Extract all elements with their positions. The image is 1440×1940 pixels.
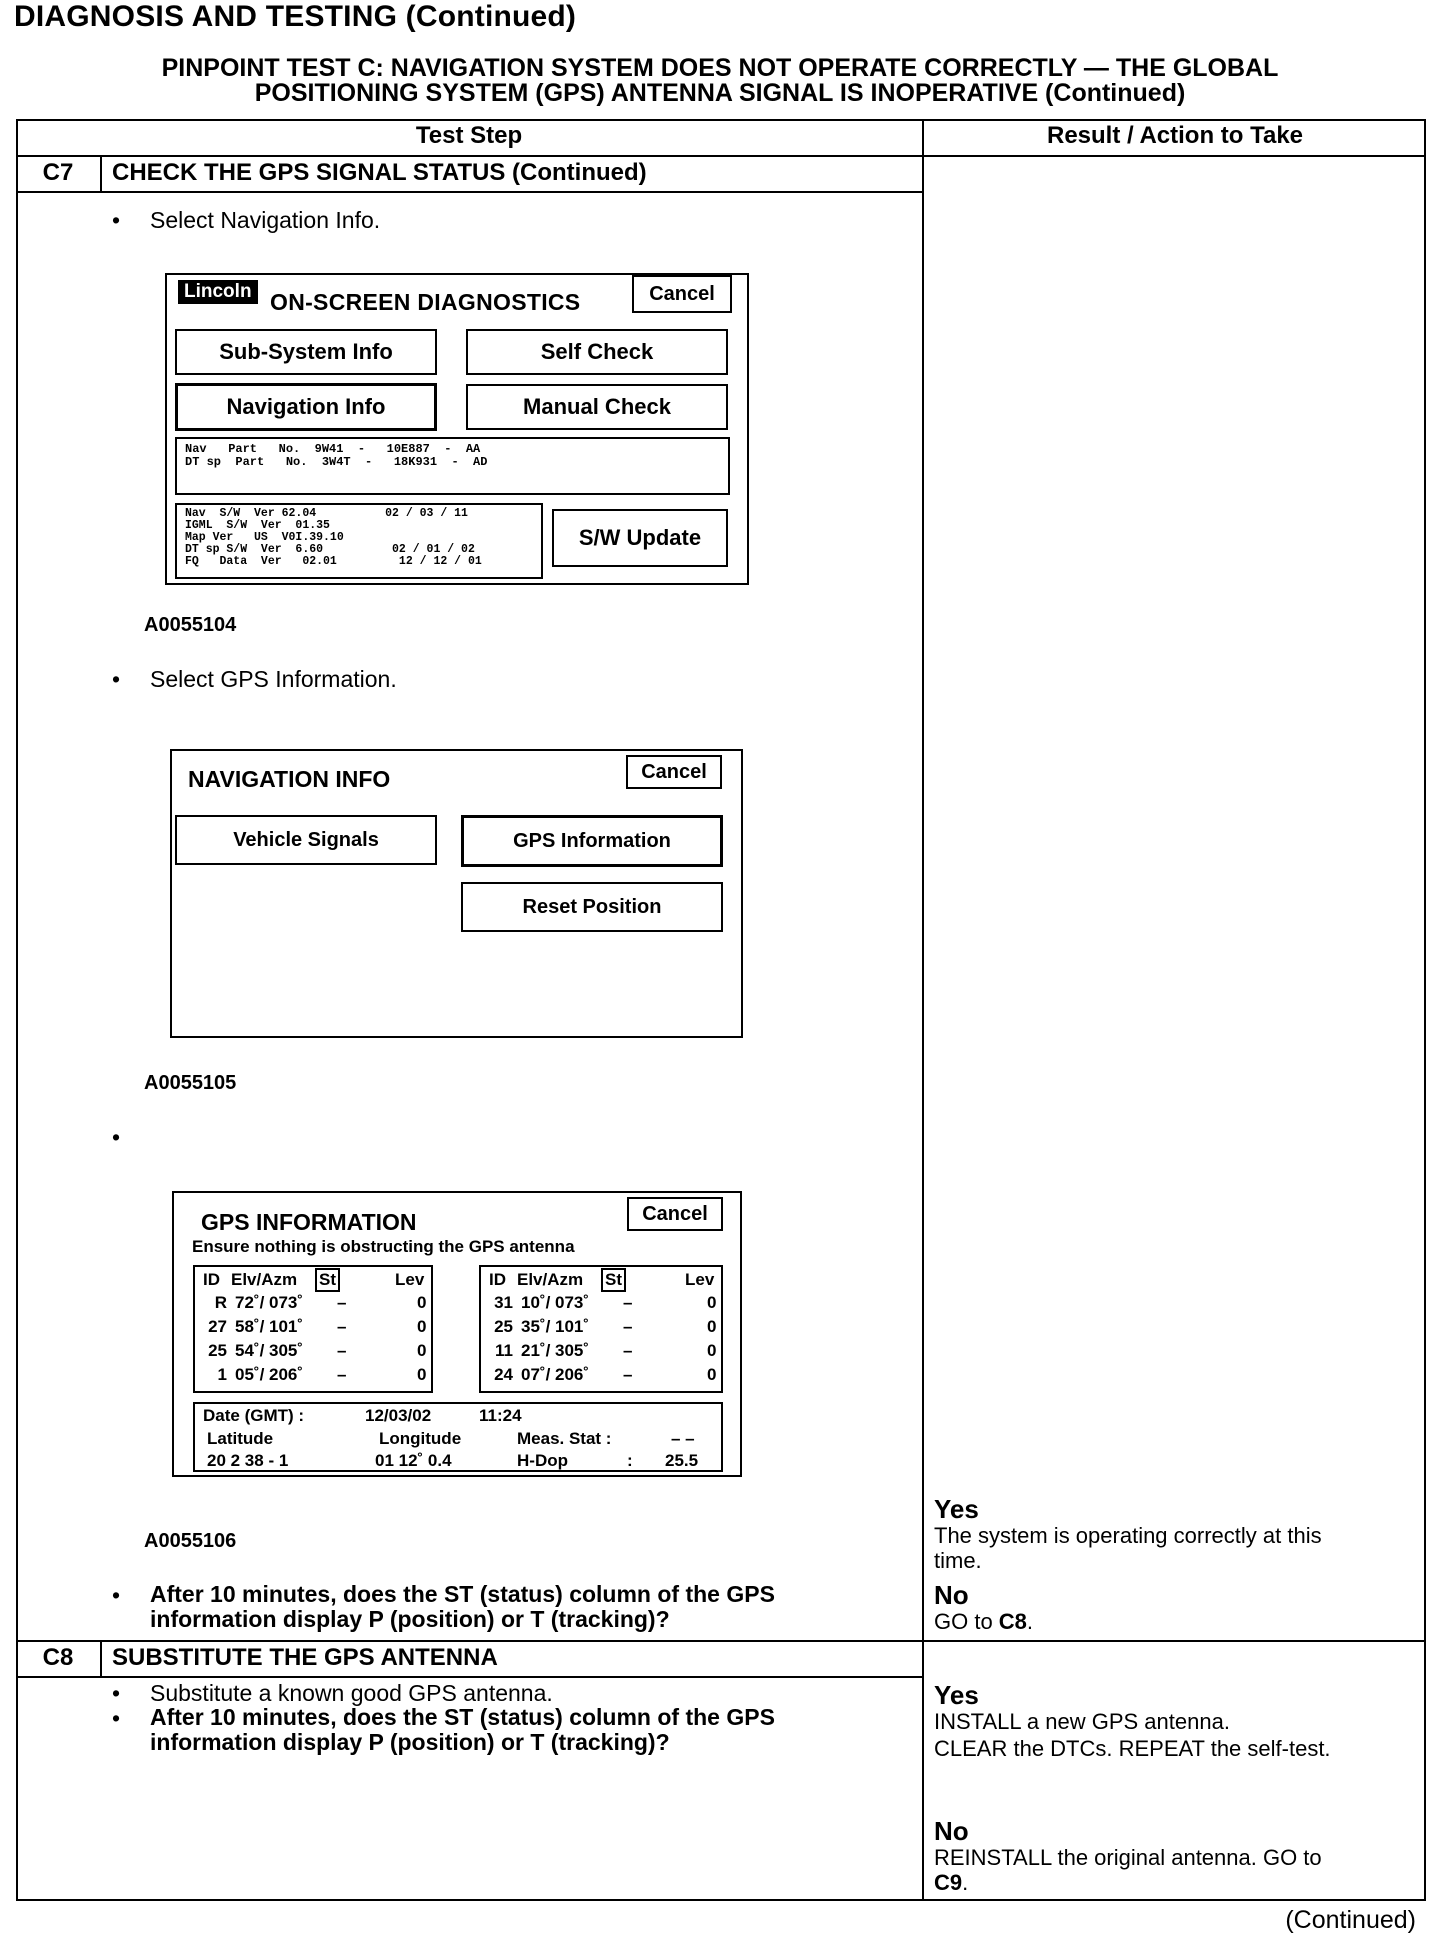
sat-elv-azm: 72˚/ 073˚ [235, 1293, 304, 1312]
sat-id: 11 [495, 1341, 513, 1360]
map-version: Map Ver US V0I.39.10 [185, 531, 344, 544]
sat-status: – [623, 1341, 633, 1360]
page-title: DIAGNOSIS AND TESTING (Continued) [14, 0, 577, 33]
sub-system-info-button[interactable]: Sub-System Info [175, 329, 437, 375]
sat-level: 0 [417, 1293, 427, 1312]
bullet-dot: • [112, 1124, 121, 1150]
col-header-result: Result / Action to Take [1046, 122, 1304, 149]
navigation-info-figure [170, 749, 743, 1038]
hdop-value: 25.5 [665, 1451, 699, 1470]
c8-yes-text-line1: INSTALL a new GPS antenna. [934, 1709, 1230, 1734]
c7-c8-divider [16, 1640, 1426, 1642]
navigation-info-title: NAVIGATION INFO [188, 766, 391, 792]
hdop-label: H-Dop [517, 1451, 568, 1470]
date-position-panel [193, 1402, 723, 1472]
step-title-c7: CHECK THE GPS SIGNAL STATUS (Continued) [112, 159, 647, 186]
reset-position-button[interactable]: Reset Position [461, 882, 723, 932]
sat-status: – [623, 1365, 633, 1384]
bullet-dot: • [112, 666, 121, 692]
bullet-dot: • [112, 1680, 121, 1706]
col-elv-azm: Elv/Azm [517, 1270, 584, 1289]
c8-no-text-suffix: . [962, 1870, 969, 1895]
pinpoint-subtitle-line2: POSITIONING SYSTEM (GPS) ANTENNA SIGNAL IS INOPERATIVE (Continued) [254, 79, 1186, 107]
c8-yes-label: Yes [934, 1680, 979, 1710]
sat-status: – [337, 1365, 347, 1384]
sat-elv-azm: 35˚/ 101˚ [521, 1317, 590, 1336]
cancel-button[interactable]: Cancel [626, 755, 722, 789]
c7-bullet-select-gps-info: Select GPS Information. [150, 666, 397, 692]
col-lev: Lev [685, 1270, 715, 1289]
sat-id: 24 [494, 1365, 513, 1384]
date-label: Date (GMT) : [203, 1406, 305, 1425]
part-number-panel [175, 437, 730, 495]
col-elv-azm: Elv/Azm [231, 1270, 298, 1289]
goto-c8-link[interactable]: C8 [998, 1609, 1027, 1634]
date-value: 12/03/02 [365, 1406, 432, 1425]
meas-stat-label: Meas. Stat : [517, 1429, 612, 1448]
gps-information-button[interactable]: GPS Information [461, 815, 723, 867]
sat-status: – [337, 1341, 347, 1360]
sat-id: 25 [208, 1341, 227, 1360]
c7-yes-text-line2: time. [934, 1548, 982, 1573]
c7-yes-text-line1: The system is operating correctly at this [934, 1523, 1322, 1548]
hdop-separator: : [627, 1451, 633, 1470]
igml-sw-version: IGML S/W Ver 01.35 [185, 519, 330, 532]
column-divider [922, 119, 924, 1901]
sat-level: 0 [707, 1293, 717, 1312]
lincoln-brand-badge: Lincoln [178, 280, 258, 304]
step-id-c8: C8 [42, 1644, 74, 1671]
c8-no-label: No [934, 1816, 969, 1846]
figure-caption: A0055104 [144, 614, 237, 636]
sat-status: – [623, 1317, 633, 1336]
gps-information-title: GPS INFORMATION [201, 1209, 417, 1235]
fq-data-version: FQ Data Ver 02.01 12 / 12 / 01 [185, 555, 482, 568]
col-st: St [601, 1268, 626, 1292]
nav-sw-version: Nav S/W Ver 62.04 02 / 03 / 11 [185, 507, 468, 520]
longitude-label: Longitude [379, 1429, 462, 1448]
longitude-value: 01 12˚ 0.4 [375, 1451, 452, 1470]
header-row-divider [16, 155, 1426, 157]
antenna-notice: Ensure nothing is obstructing the GPS antenna [192, 1237, 575, 1256]
c7-no-text [934, 1609, 1033, 1634]
sat-id: 1 [217, 1365, 227, 1384]
sat-elv-azm: 21˚/ 305˚ [521, 1341, 590, 1360]
sat-id: 25 [494, 1317, 513, 1336]
sat-level: 0 [707, 1365, 717, 1384]
sat-id: 27 [208, 1317, 227, 1336]
col-lev: Lev [395, 1270, 425, 1289]
gps-information-figure [172, 1191, 742, 1477]
c8-bullet-substitute: Substitute a known good GPS antenna. [150, 1680, 553, 1706]
goto-c9-link[interactable]: C9 [934, 1870, 963, 1895]
sat-id: 31 [494, 1293, 513, 1312]
sat-elv-azm: 58˚/ 101˚ [235, 1317, 304, 1336]
c8-no-text-line2 [934, 1870, 968, 1895]
nav-part-number: Nav Part No. 9W41 - 10E887 - AA [185, 442, 481, 456]
sat-status: – [623, 1293, 633, 1312]
sat-elv-azm: 10˚/ 073˚ [521, 1293, 590, 1312]
sat-id: R [214, 1293, 227, 1312]
meas-stat-value: – – [671, 1429, 695, 1448]
c7-no-text-prefix: GO to [934, 1609, 999, 1634]
figure-caption: A0055105 [144, 1072, 237, 1094]
c8-question-line1: After 10 minutes, does the ST (status) column of the GPS [150, 1704, 775, 1730]
dtsp-sw-version: DT sp S/W Ver 6.60 02 / 01 / 02 [185, 543, 475, 556]
pinpoint-subtitle-line1: PINPOINT TEST C: NAVIGATION SYSTEM DOES NOT OPERATE CORRECTLY — THE GLOBAL [161, 54, 1279, 82]
bullet-dot: • [112, 207, 121, 233]
bullet-dot: • [112, 1582, 121, 1608]
satellite-table-left [193, 1265, 433, 1393]
col-header-test-step: Test Step [415, 122, 523, 149]
latitude-value: 20 2 38 - 1 [207, 1451, 289, 1470]
sat-elv-azm: 07˚/ 206˚ [521, 1365, 590, 1384]
manual-check-button[interactable]: Manual Check [466, 384, 728, 430]
bullet-dot: • [112, 1705, 121, 1731]
c7-question-line2: information display P (position) or T (tracking)? [150, 1606, 670, 1632]
software-version-panel [175, 503, 543, 579]
sat-level: 0 [707, 1341, 717, 1360]
c7-no-text-suffix: . [1026, 1609, 1034, 1634]
col-id: ID [489, 1270, 506, 1289]
step-title-c8: SUBSTITUTE THE GPS ANTENNA [112, 1644, 498, 1671]
satellite-table-right [479, 1265, 723, 1393]
c7-title-divider [16, 191, 924, 193]
vehicle-signals-button[interactable]: Vehicle Signals [175, 815, 437, 865]
cancel-button[interactable]: Cancel [627, 1197, 723, 1231]
dtsp-part-number: DT sp Part No. 3W4T - 18K931 - AD [185, 455, 488, 469]
latitude-label: Latitude [207, 1429, 274, 1448]
c8-yes-text-line2: CLEAR the DTCs. REPEAT the self-test. [934, 1736, 1331, 1761]
sat-status: – [337, 1293, 347, 1312]
sat-elv-azm: 54˚/ 305˚ [235, 1341, 304, 1360]
c7-id-divider [100, 155, 102, 192]
sat-level: 0 [417, 1317, 427, 1336]
self-check-button[interactable]: Self Check [466, 329, 728, 375]
c7-yes-label: Yes [934, 1494, 979, 1524]
on-screen-diagnostics-figure [165, 273, 749, 585]
sw-update-button[interactable]: S/W Update [552, 509, 728, 567]
c8-title-divider [16, 1676, 924, 1678]
step-id-c7: C7 [42, 159, 74, 186]
sat-elv-azm: 05˚/ 206˚ [235, 1365, 304, 1384]
time-value: 11:24 [479, 1406, 522, 1425]
col-id: ID [203, 1270, 220, 1289]
c8-no-text-line1: REINSTALL the original antenna. GO to [934, 1845, 1322, 1870]
sat-level: 0 [417, 1341, 427, 1360]
c8-question-line2: information display P (position) or T (tracking)? [150, 1729, 670, 1755]
c8-id-divider [100, 1640, 102, 1677]
c7-no-label: No [934, 1580, 969, 1610]
cancel-button[interactable]: Cancel [632, 275, 732, 313]
navigation-info-button[interactable]: Navigation Info [175, 383, 437, 431]
c7-bullet-select-nav-info: Select Navigation Info. [150, 207, 381, 233]
sat-level: 0 [417, 1365, 427, 1384]
diagnostics-screen-title: ON-SCREEN DIAGNOSTICS [270, 289, 581, 315]
c7-question-line1: After 10 minutes, does the ST (status) column of the GPS [150, 1581, 775, 1607]
sat-status: – [337, 1317, 347, 1336]
col-st: St [315, 1268, 340, 1292]
continued-footer: (Continued) [1285, 1906, 1416, 1934]
figure-caption: A0055106 [144, 1530, 237, 1552]
sat-level: 0 [707, 1317, 717, 1336]
